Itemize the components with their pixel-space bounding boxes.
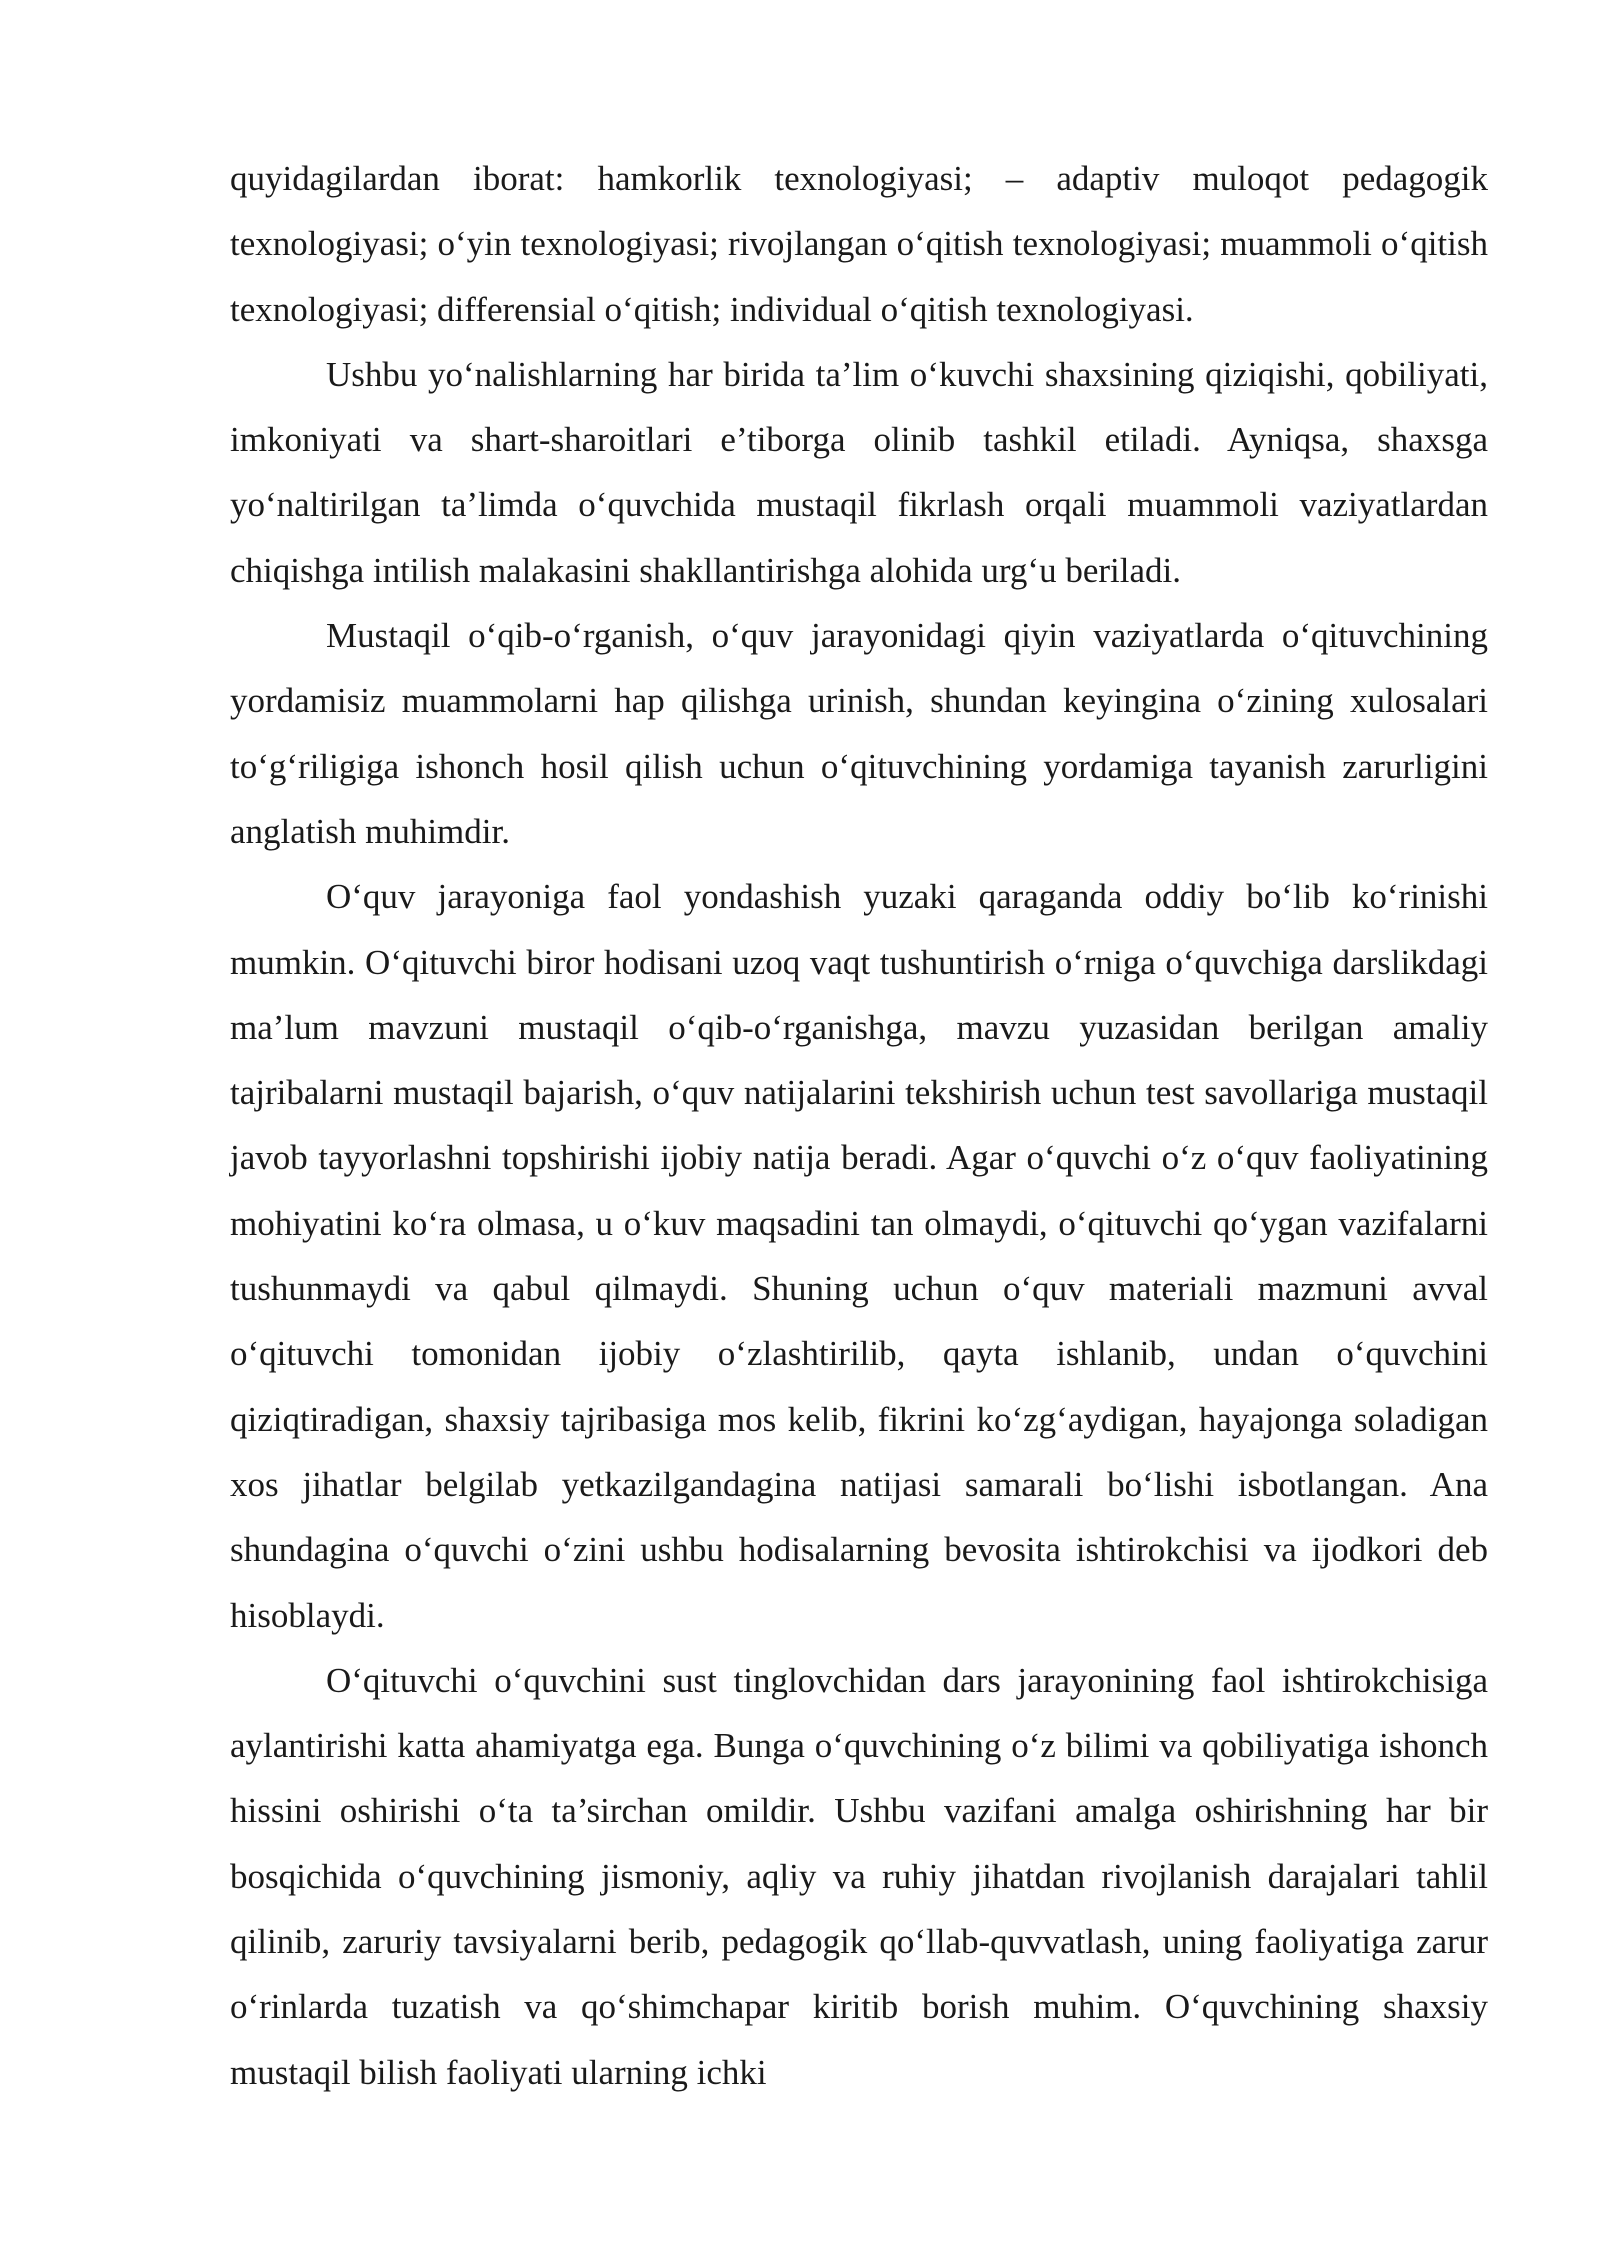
paragraph-4: O‘quv jarayoniga faol yondashish yuzaki qaraganda oddiy bo‘lib ko‘rinishi mumkin. O‘qituvchi biror hodisani uzoq vaqt tushuntirish o‘rniga o‘quvchiga darslikdagi ma’lum mavzuni mustaqil o‘qib-o‘rganishga, mavzu yuzasidan berilgan amaliy tajribalarni mustaqil bajarish, o‘quv natijalarini tekshirish uchun test savollariga mustaqil javob tayyorlashni topshirishi ijobiy natija beradi. Agar o‘quvchi o‘z o‘quv faoliyatining mohiyatini ko‘ra olmasa, u o‘kuv maqsadini tan olmaydi, o‘qituvchi qo‘ygan vazifalarni tushunmaydi va qabul qilmaydi. Shuning uchun o‘quv materiali mazmuni avval o‘qituvchi tomonidan ijobiy o‘zlashtirilib, qayta ishlanib, undan o‘quvchini qiziqtiradigan, shaxsiy tajribasiga mos kelib, fikrini ko‘zg‘aydigan, hayajonga soladigan xos jihatlar belgilab yetkazilgandagina natijasi samarali bo‘lishi isbotlangan. Ana shundagina o‘quvchi o‘zini ushbu hodisalarning bevosita ishtirokchisi va ijodkori deb hisoblaydi. bbox=[230, 877, 1488, 1635]
paragraph-5: O‘qituvchi o‘quvchini sust tinglovchidan dars jarayonining faol ishtirokchisiga aylantirishi katta ahamiyatga ega. Bunga o‘quvchining o‘z bilimi va qobiliyatiga ishonch hissini oshirishi o‘ta ta’sirchan omildir. Ushbu vazifani amalga oshirishning har bir bosqichida o‘quvchining jismoniy, aqliy va ruhiy jihatdan rivojlanish darajalari tahlil qilinib, zaruriy tavsiyalarni berib, pedagogik qo‘llab-quvvatlash, uning faoliyatiga zarur o‘rinlarda tuzatish va qo‘shimchapar kiritib borish muhim. O‘quvchining shaxsiy mustaqil bilish faoliyati ularning ichki bbox=[230, 1660, 1488, 2092]
document-body bbox=[230, 146, 1488, 2105]
paragraph-3: Mustaqil o‘qib-o‘rganish, o‘quv jarayonidagi qiyin vaziyatlarda o‘qituvchining yordamisiz muammolarni hap qilishga urinish, shundan keyingina o‘zining xulosalari to‘g‘riligiga ishonch hosil qilish uchun o‘qituvchining yordamiga tayanish zarurligini anglatish muhimdir. bbox=[230, 616, 1488, 851]
paragraph-1: quyidagilardan iborat: hamkorlik texnologiyasi; – adaptiv muloqot pedagogik texnologiyasi; o‘yin texnologiyasi; rivojlangan o‘qitish texnologiyasi; muammoli o‘qitish texnologiyasi; differensial o‘qitish; individual o‘qitish texnologiyasi. bbox=[230, 159, 1488, 329]
paragraph-2: Ushbu yo‘nalishlarning har birida ta’lim o‘kuvchi shaxsining qiziqishi, qobiliyati, imkoniyati va shart-sharoitlari e’tiborga olinib tashkil etiladi. Ayniqsa, shaxsga yo‘naltirilgan ta’limda o‘quvchida mustaqil fikrlash orqali muammoli vaziyatlardan chiqishga intilish malakasini shakllantirishga alohida urg‘u beriladi. bbox=[230, 354, 1488, 590]
